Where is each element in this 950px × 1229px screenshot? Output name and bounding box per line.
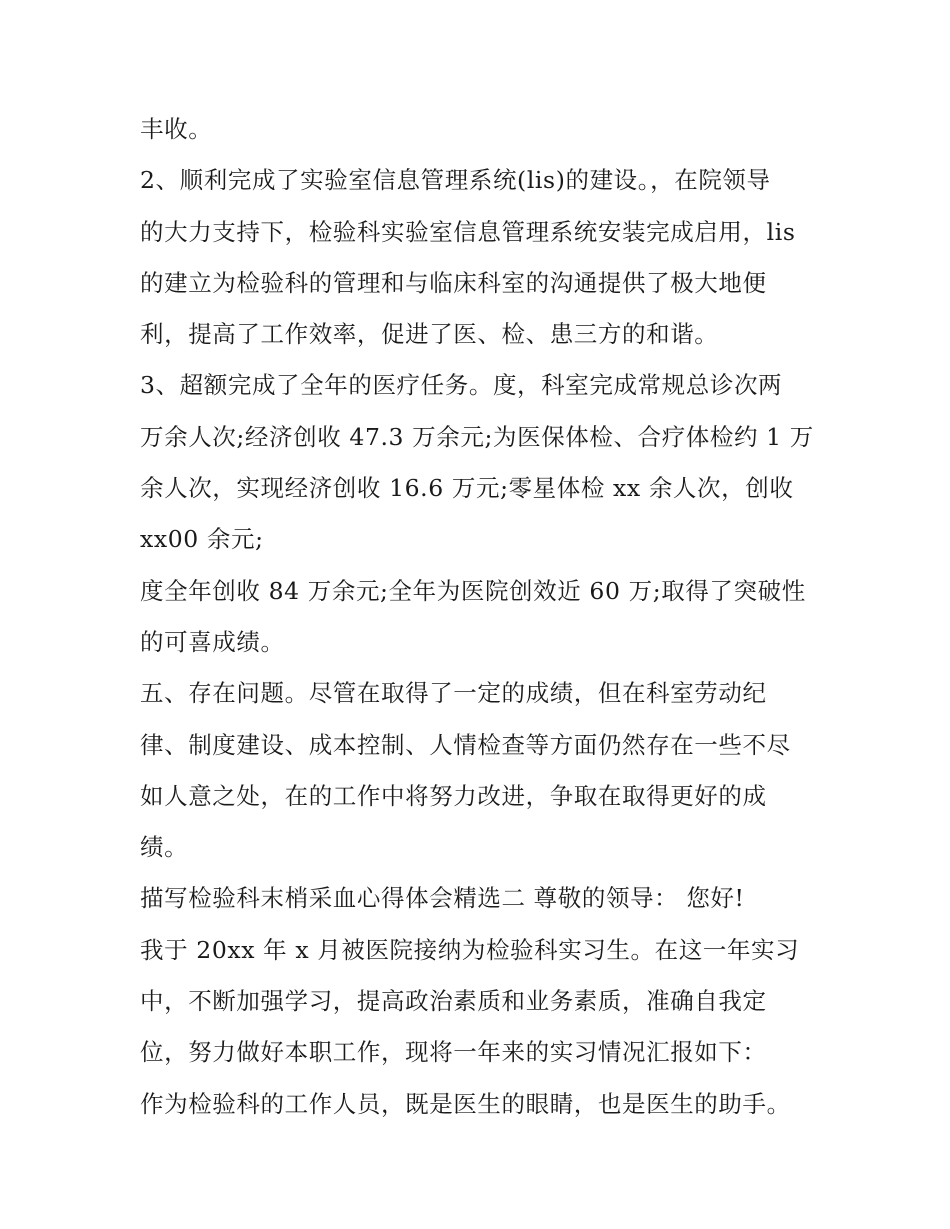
text-line: 的大力支持下，检验科实验室信息管理系统安装完成启用，lis xyxy=(140,217,796,246)
text-line: 律、制度建设、成本控制、人情检查等方面仍然存在一些不尽 xyxy=(140,730,791,759)
text-line: 万余人次;经济创收 47.3 万余元;为医保体检、合疗体检约 1 万 xyxy=(140,422,814,451)
text-line: 作为检验科的工作人员，既是医生的眼睛，也是医生的助手。 xyxy=(140,1089,791,1118)
text-line: 2、顺利完成了实验室信息管理系统(lis)的建设。，在院领导 xyxy=(140,166,771,195)
text-line: 五、存在问题。尽管在取得了一定的成绩，但在科室劳动纪 xyxy=(140,679,767,708)
text-line: 位，努力做好本职工作，现将一年来的实习情况汇报如下： xyxy=(140,1038,767,1067)
text-line: 利，提高了工作效率，促进了医、检、患三方的和谐。 xyxy=(140,320,719,349)
text-line: 3、超额完成了全年的医疗任务。度，科室完成常规总诊次两 xyxy=(140,371,783,400)
document-body xyxy=(140,104,840,1130)
text-line: 度全年创收 84 万余元;全年为医院创效近 60 万;取得了突破性 xyxy=(140,576,806,605)
text-line: 中，不断加强学习，提高政治素质和业务素质，准确自我定 xyxy=(140,987,767,1016)
text-line: 丰收。 xyxy=(140,115,213,143)
text-line: 绩。 xyxy=(140,833,189,862)
text-line: 余人次，实现经济创收 16.6 万元;零星体检 xx 余人次，创收 xyxy=(140,474,794,503)
text-line: 的建立为检验科的管理和与临床科室的沟通提供了极大地便 xyxy=(140,268,767,297)
text-line: 我于 20xx 年 x 月被医院接纳为检验科实习生。在这一年实习 xyxy=(140,935,800,964)
text-line: 描写检验科末梢采血心得体会精选二 尊敬的领导： 您好! xyxy=(140,884,745,913)
text-line: 如人意之处，在的工作中将努力改进，争取在取得更好的成 xyxy=(140,781,767,810)
text-line: 的可喜成绩。 xyxy=(140,627,285,656)
text-line: xx00 余元; xyxy=(140,525,264,554)
